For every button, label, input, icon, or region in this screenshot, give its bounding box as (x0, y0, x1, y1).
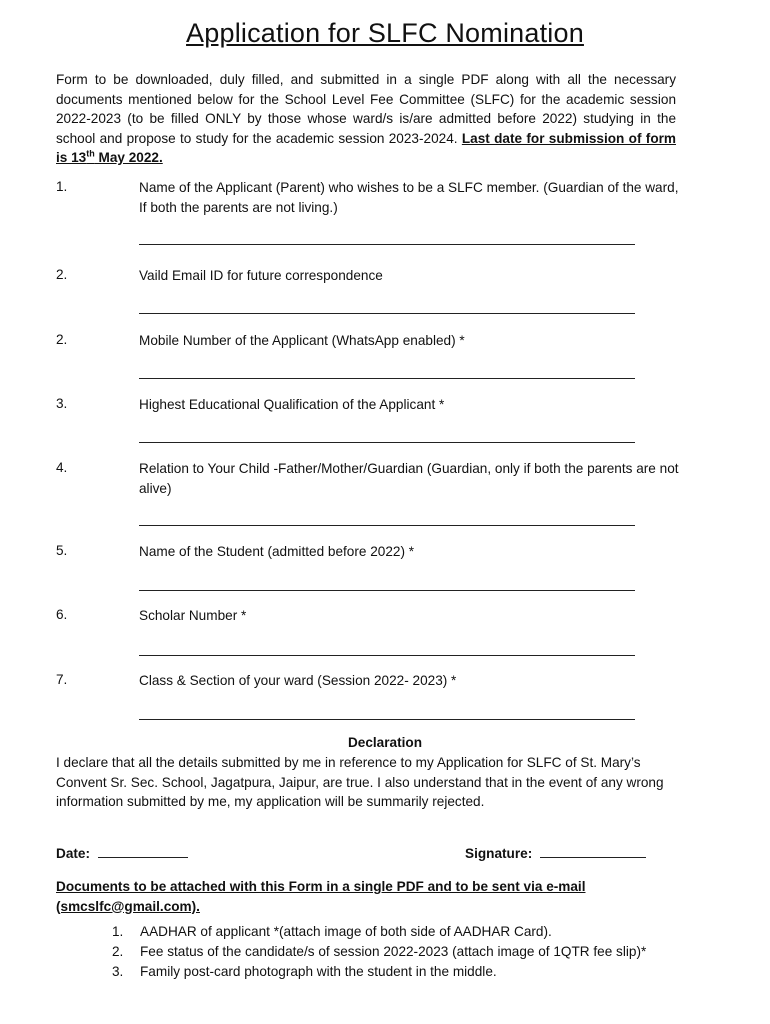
qualification-field[interactable] (139, 442, 635, 443)
list-item (112, 922, 672, 942)
intro-paragraph (56, 70, 676, 168)
intro-text: Form to be downloaded, duly filled, and submitted in a single PDF along with all the necessary documents mentioned below for the School Level Fee Committee (SLFC) for the academic session 2022-2023 (to be filled ONLY by those whose ward/s is/are admitted before 2022) studying in the school and propose to study for the academic session 2023-2024. (56, 72, 676, 146)
item-label-applicant-name: Name of the Applicant (Parent) who wishes to be a SLFC member. (Guardian of the ward, If both the parents are not living.) (139, 180, 679, 215)
declaration-text: I declare that all the details submitted by me in reference to my Application for SLFC of St. Mary’s Convent Sr. Sec. School, Jagatpura, Jaipur, are true. I also understand that in the event of any wrong information submitted by me, my application will be summarily rejected. (56, 755, 664, 809)
relation-field[interactable] (139, 525, 635, 526)
item-number: 5. (56, 543, 68, 558)
scholar-number-field[interactable] (139, 655, 635, 656)
date-row (56, 845, 188, 861)
list-item-number: 2. (112, 944, 124, 959)
deadline-prefix: Last date for submission of form is 13 (56, 130, 677, 165)
item-number: 4. (56, 460, 68, 475)
applicant-name-field[interactable] (139, 244, 635, 245)
deadline-suffix: May 2022. (94, 150, 163, 165)
email-field[interactable] (139, 313, 635, 314)
signature-label: Signature: (465, 846, 533, 861)
list-item (112, 962, 672, 982)
signature-field[interactable] (540, 845, 646, 858)
documents-list (112, 922, 672, 982)
deadline-sup: th (86, 148, 95, 159)
list-item-number: 1. (112, 924, 124, 939)
item-label-student-name: Name of the Student (admitted before 2022) * (139, 544, 415, 559)
mobile-field[interactable] (139, 378, 635, 379)
list-item (112, 942, 672, 962)
item-label-scholar-number: Scholar Number * (139, 608, 247, 623)
list-item-text: AADHAR of applicant *(attach image of both side of AADHAR Card). (140, 924, 552, 939)
item-label-mobile: Mobile Number of the Applicant (WhatsApp enabled) * (139, 333, 465, 348)
item-label-qualification: Highest Educational Qualification of the Applicant * (139, 397, 445, 412)
item-number: 2. (56, 332, 68, 347)
list-item-text: Fee status of the candidate/s of session 2022-2023 (attach image of 1QTR fee slip)* (140, 944, 647, 959)
item-number: 2. (56, 267, 68, 282)
signature-row (465, 845, 646, 861)
item-label-class-section: Class & Section of your ward (Session 2022- 2023) * (139, 673, 457, 688)
page-title: Application for SLFC Nomination (186, 18, 584, 48)
item-number: 1. (56, 179, 68, 194)
item-number: 7. (56, 672, 68, 687)
list-item-number: 3. (112, 964, 124, 979)
list-item-text: Family post-card photograph with the student in the middle. (140, 964, 497, 979)
item-label-email: Vaild Email ID for future correspondence (139, 268, 383, 283)
class-section-field[interactable] (139, 719, 635, 720)
documents-heading: Documents to be attached with this Form in a single PDF and to be sent via e-mail (smcslfc@gmail.com). (56, 879, 586, 914)
item-number: 3. (56, 396, 68, 411)
item-number: 6. (56, 607, 68, 622)
student-name-field[interactable] (139, 590, 635, 591)
date-field[interactable] (98, 845, 188, 858)
item-label-relation: Relation to Your Child -Father/Mother/Guardian (Guardian, only if both the parents are not alive) (139, 461, 679, 496)
declaration-heading: Declaration (347, 735, 423, 750)
date-label: Date: (56, 846, 90, 861)
